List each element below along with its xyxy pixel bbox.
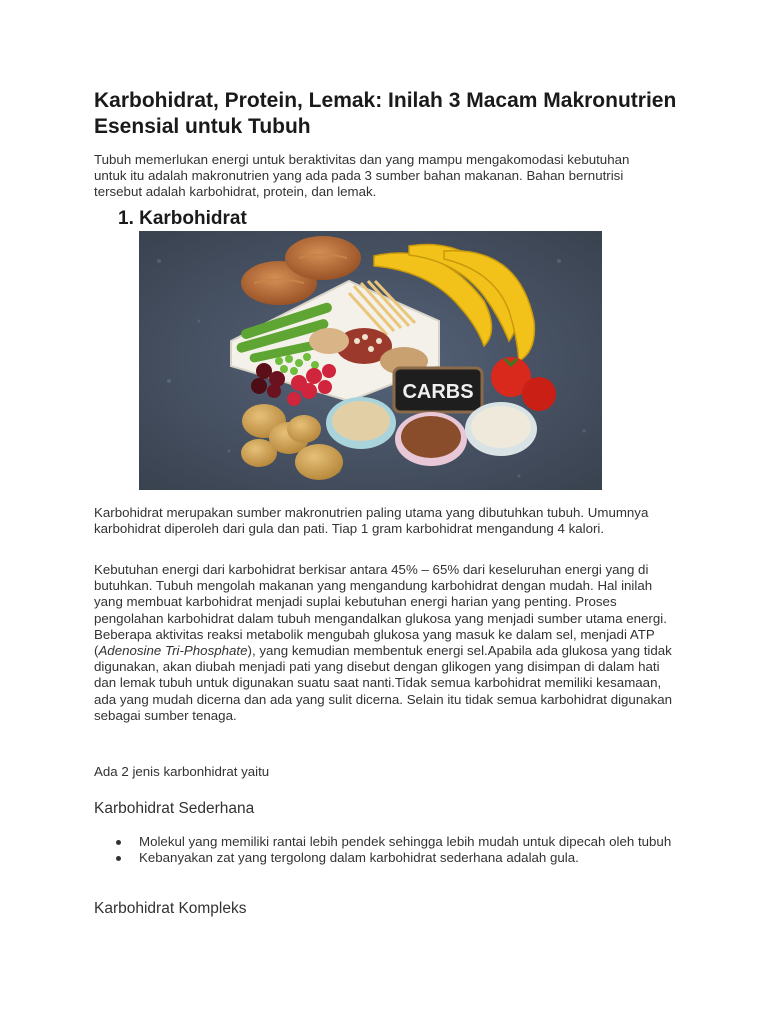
- list-item-text: Kebanyakan zat yang tergolong dalam karbohidrat sederhana adalah gula.: [139, 850, 579, 865]
- paragraph-definition: Karbohidrat merupakan sumber makronutrien paling utama yang dibutuhkan tubuh. Umumnya karbohidrat diperoleh dari gula dan pati. Tiap 1 gram karbohidrat mengandung 4 kalori.: [94, 505, 649, 537]
- list-item-text: Molekul yang memiliki rantai lebih pendek sehingga lebih mudah untuk dipecah oleh tubuh: [139, 834, 672, 849]
- list-item: [112, 834, 672, 850]
- subheading-complex-carbs: Karbohidrat Kompleks: [94, 900, 247, 917]
- subheading-simple-carbs: Karbohidrat Sederhana: [94, 800, 255, 817]
- atp-term: Adenosine Tri-Phosphate: [98, 643, 248, 659]
- carbs-sign: [394, 368, 482, 412]
- buckwheat-bowl-icon: [395, 412, 467, 466]
- paragraph-energy: [94, 562, 679, 724]
- section-heading-karbohidrat: 1. Karbohidrat: [118, 208, 247, 229]
- rice-bowl-icon: [465, 402, 537, 456]
- paragraph-energy-part-2: ), yang kemudian membentuk energi sel.Apabila ada glukosa yang tidak digunakan, akan diubah menjadi pati yang disebut dengan glikogen yang disimpan di dalam hati dan lemak tubuh untuk digunakan suatu saat nanti.Tidak semua karbohidrat memiliki kesamaan, ada yang mudah dicerna dan ada yang sulit dicerna. Selain itu tidak semua karbohidrat digunakan sebagai sumber tenaga.: [94, 643, 673, 723]
- paragraph-types-intro: Ada 2 jenis karbonhidrat yaitu: [94, 764, 270, 779]
- article-title: Karbohidrat, Protein, Lemak: Inilah 3 Macam Makronutrien Esensial untuk Tubuh: [94, 89, 677, 138]
- carbs-food-photo: [139, 231, 602, 490]
- intro-paragraph: Tubuh memerlukan energi untuk beraktivitas dan yang mampu mengakomodasi kebutuhan untuk itu adalah makronutrien yang ada pada 3 sumber bahan makanan. Bahan bernutrisi tersebut adalah karbohidrat, protein, dan lemak.: [94, 152, 630, 199]
- bullet-icon: [116, 856, 121, 861]
- list-item: [112, 850, 672, 866]
- paragraph-energy-part-1: Kebutuhan energi dari karbohidrat berkisar antara 45% – 65% dari keseluruhan energi yang di butuhkan. Tubuh mengolah makanan yang mengandung karbohidrat dengan mudah. Hal inilah yang membuat karbohidrat menjadi suplai kebutuhan energi harian yang penting. Proses pengolahan karbohidrat dalam tubuh mengandalkan glukosa yang menjadi sumber utama energi. Beberapa aktivitas reaksi metabolik mengubah glukosa yang masuk ke dalam sel, menjadi ATP (: [94, 562, 667, 659]
- bullet-icon: [116, 840, 121, 845]
- carbs-sign-text: CARBS: [402, 381, 474, 403]
- oats-bowl-icon: [326, 397, 396, 449]
- simple-carbs-list: [112, 834, 672, 866]
